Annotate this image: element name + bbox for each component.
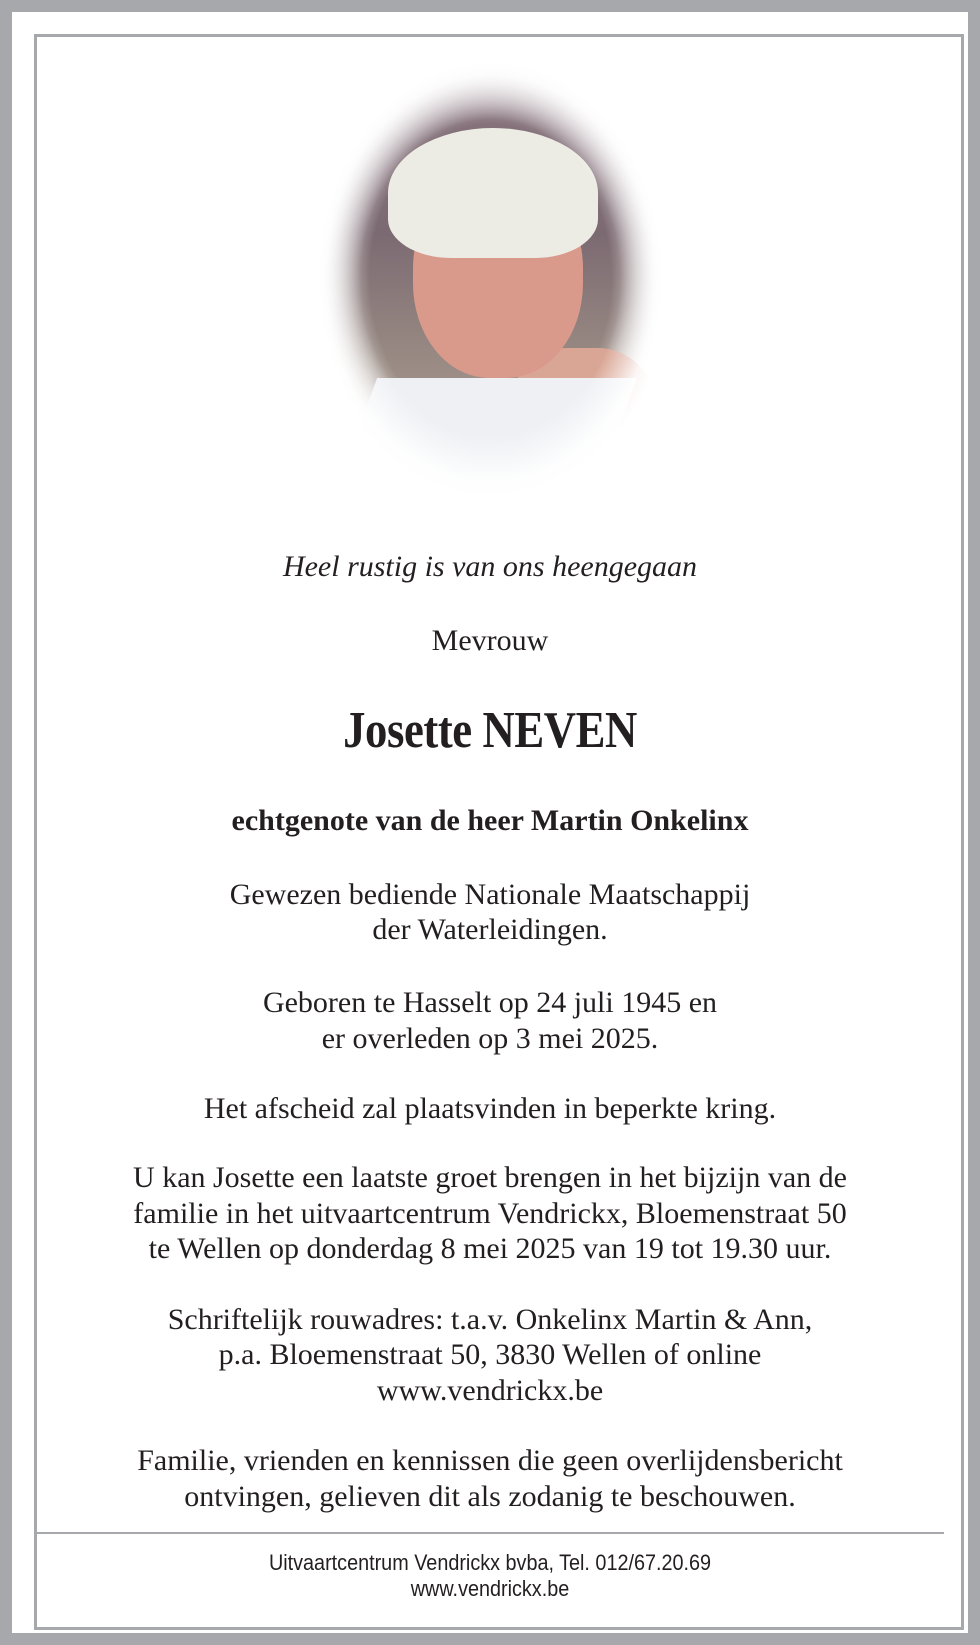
farewell-text: Het afscheid zal plaatsvinden in beperkte kring. [203,1092,777,1125]
visit-line-2: familie in het uitvaartcentrum Vendrickx, Bloemenstraat 50 [133,1197,847,1230]
deceased-name: Josette NEVEN [343,702,637,759]
title-text: Mevrouw [431,624,549,657]
occupation-line-1: Gewezen bediende Nationale Maatschappij [229,878,751,911]
notice-line-1: Familie, vrienden en kennissen die geen overlijdensbericht [137,1444,843,1477]
intro-text: Heel rustig is van ons heengegaan [282,550,698,583]
footer-website: www.vendrickx.be [410,1576,570,1601]
notice-line-2: ontvingen, gelieven dit als zodanig te beschouwen. [184,1480,796,1513]
address-line-1: Schriftelijk rouwadres: t.a.v. Onkelinx Martin & Ann, [167,1303,813,1336]
address-website: www.vendrickx.be [376,1374,604,1407]
footer-company: Uitvaartcentrum Vendrickx bvba, Tel. 012/67.20.69 [268,1550,712,1575]
address-line-2: p.a. Bloemenstraat 50, 3830 Wellen of online [218,1338,762,1371]
visit-line-3: te Wellen op donderdag 8 mei 2025 van 19 tot 19.30 uur. [148,1232,832,1265]
dates-line-2: er overleden op 3 mei 2025. [321,1022,659,1055]
occupation-line-2: der Waterleidingen. [372,913,608,946]
spouse-text: echtgenote van de heer Martin Onkelinx [231,804,749,837]
photo-vignette [318,58,663,498]
dates-line-1: Geboren te Hasselt op 24 juli 1945 en [262,986,718,1019]
visit-line-1: U kan Josette een laatste groet brengen in het bijzijn van de [133,1161,847,1194]
divider [36,1532,944,1534]
portrait-photo [318,58,663,498]
